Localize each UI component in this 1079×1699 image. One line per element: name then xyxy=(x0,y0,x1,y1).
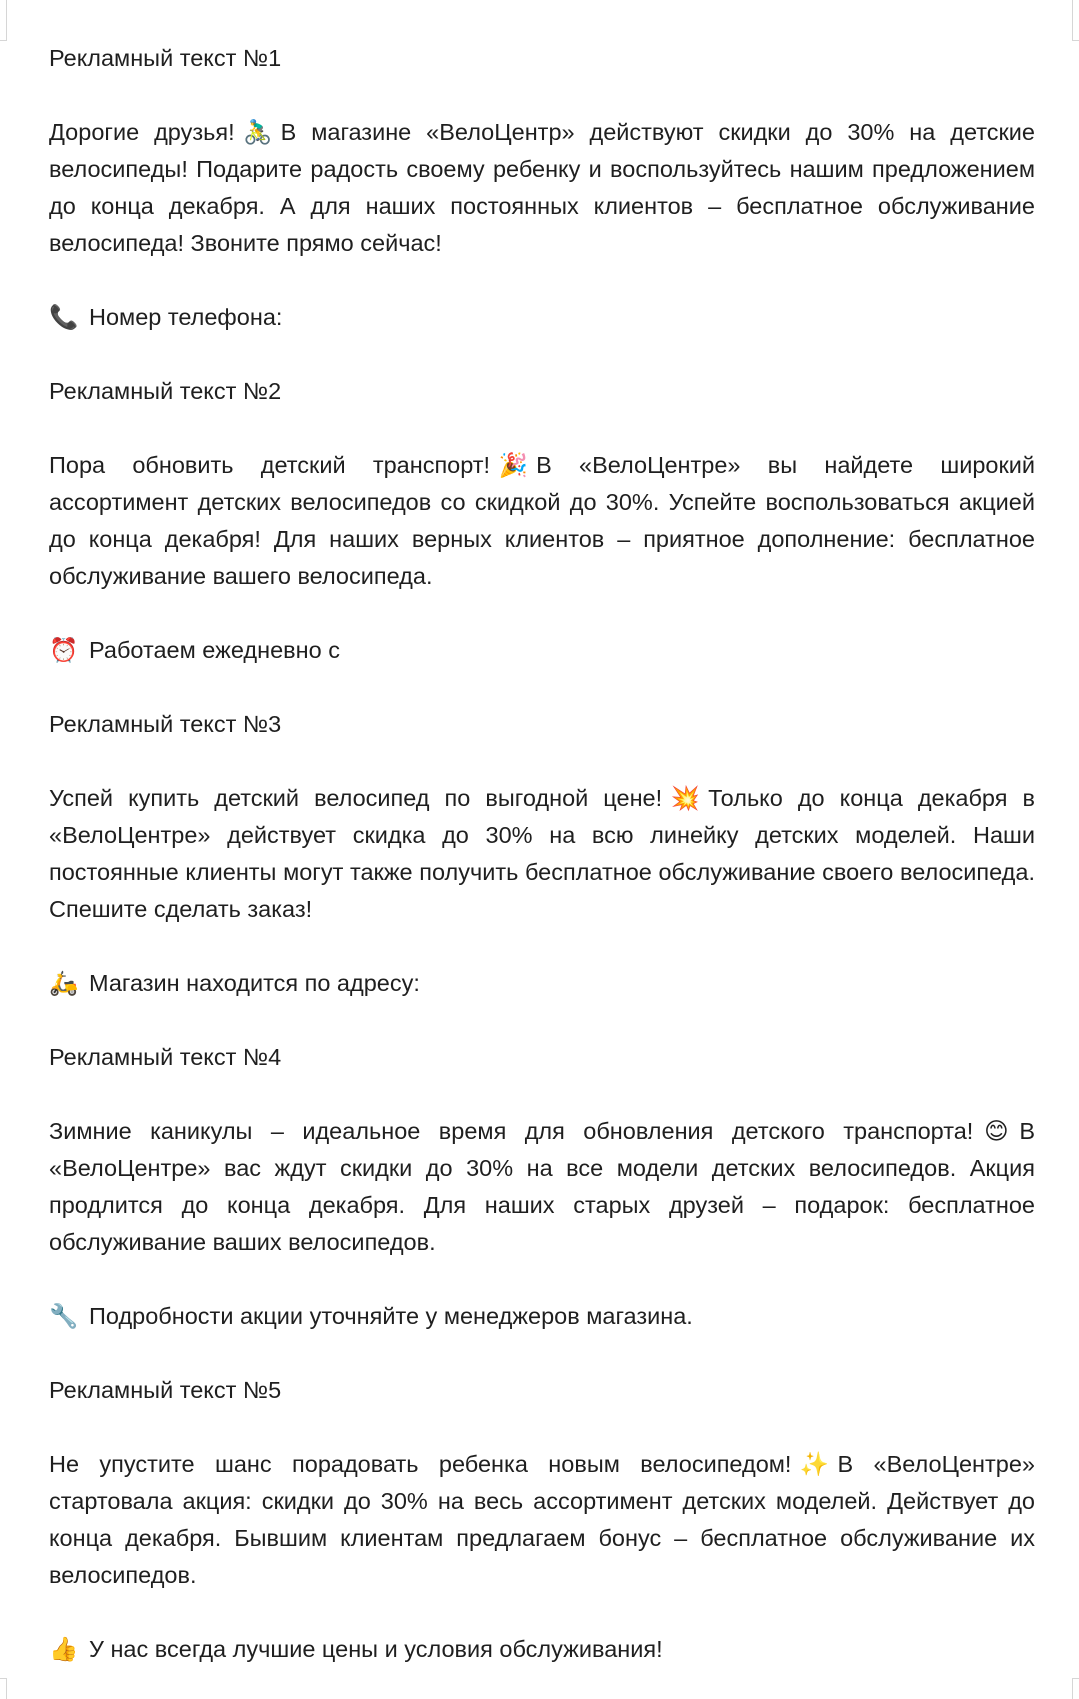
ad-body-text: В «ВелоЦентре» стартовала акция: скидки до 30% на весь ассортимент детских моделей. Действует до конца декабря. Бывшим клиентам предлагаем бонус – бесплатное обслуживание их велосипедов. xyxy=(49,1451,1036,1588)
ad-body xyxy=(49,1113,1035,1261)
ad-title: Рекламный текст №3 xyxy=(49,711,282,737)
ad-body-intro: Пора обновить детский транспорт! xyxy=(49,452,491,478)
ad-footer xyxy=(49,299,1035,336)
page-corner-mark xyxy=(1072,1678,1079,1699)
ad-body-text: В «ВелоЦентре» вы найдете широкий ассортимент детских велосипедов со скидкой до 30%. Успейте воспользоваться акцией до конца декабря! Для наших верных клиентов – приятное дополнение: бесплатное обслуживание вашего велосипеда. xyxy=(49,452,1036,589)
ad-body-text: В «ВелоЦентре» вас ждут скидки до 30% на все модели детских велосипедов. Акция продлится до конца декабря. Для наших старых друзей – подарок: бесплатное обслуживание ваших велосипедов. xyxy=(49,1118,1035,1255)
wrench-icon: 🔧 xyxy=(49,1302,79,1330)
document-page xyxy=(49,40,1035,1668)
ad-body-text: В магазине «ВелоЦентр» действуют скидки до 30% на детские велосипеды! Подарите радость своему ребенку и воспользуйтесь нашим предложением до конца декабря. А для наших постоянных клиентов – бесплатное обслуживание велосипеда! Звоните прямо сейчас! xyxy=(49,119,1035,256)
ad-body xyxy=(49,447,1035,595)
thumbs-up-icon: 👍 xyxy=(49,1635,79,1663)
ad-footer xyxy=(49,1298,1035,1335)
collision-icon: 💥 xyxy=(670,784,700,812)
ad-footer xyxy=(49,632,1035,669)
smiling-face-icon: 😊 xyxy=(984,1117,1009,1145)
phone-icon: 📞 xyxy=(49,303,79,331)
ad-body-intro: Дорогие друзья! xyxy=(49,119,235,145)
page-corner-mark xyxy=(0,0,7,41)
ad-footer-text: Работаем ежедневно с xyxy=(89,637,340,663)
ad-body xyxy=(49,114,1035,262)
ad-footer-text: Номер телефона: xyxy=(89,304,283,330)
ad-title: Рекламный текст №2 xyxy=(49,378,282,404)
cyclist-icon: 🚴‍♂️ xyxy=(242,118,273,146)
ad-body-intro: Не упустите шанс порадовать ребенка новым велосипедом! xyxy=(49,1451,792,1477)
ad-footer xyxy=(49,1631,1035,1668)
alarm-clock-icon: ⏰ xyxy=(49,636,79,664)
page-corner-mark xyxy=(1072,0,1079,41)
ad-body xyxy=(49,780,1035,928)
ad-title: Рекламный текст №4 xyxy=(49,1044,282,1070)
ad-footer-text: Магазин находится по адресу: xyxy=(89,970,420,996)
ad-footer-text: У нас всегда лучшие цены и условия обслуживания! xyxy=(89,1636,663,1662)
ad-body-text: Только до конца декабря в «ВелоЦентре» действует скидка до 30% на всю линейку детских моделей. Наши постоянные клиенты могут также получить бесплатное обслуживание своего велосипеда. Спешите сделать заказ! xyxy=(49,785,1035,922)
ad-body-intro: Зимние каникулы – идеальное время для обновления детского транспорта! xyxy=(49,1118,974,1144)
ad-title: Рекламный текст №5 xyxy=(49,1377,282,1403)
ad-body xyxy=(49,1446,1035,1594)
ad-footer xyxy=(49,965,1035,1002)
page-corner-mark xyxy=(0,1678,7,1699)
sparkles-icon: ✨ xyxy=(799,1450,830,1478)
party-popper-icon: 🎉 xyxy=(498,451,528,479)
ad-body-intro: Успей купить детский велосипед по выгодной цене! xyxy=(49,785,663,811)
scooter-icon: 🛵 xyxy=(49,969,79,997)
ad-footer-text: Подробности акции уточняйте у менеджеров магазина. xyxy=(89,1303,693,1329)
ad-title: Рекламный текст №1 xyxy=(49,45,282,71)
